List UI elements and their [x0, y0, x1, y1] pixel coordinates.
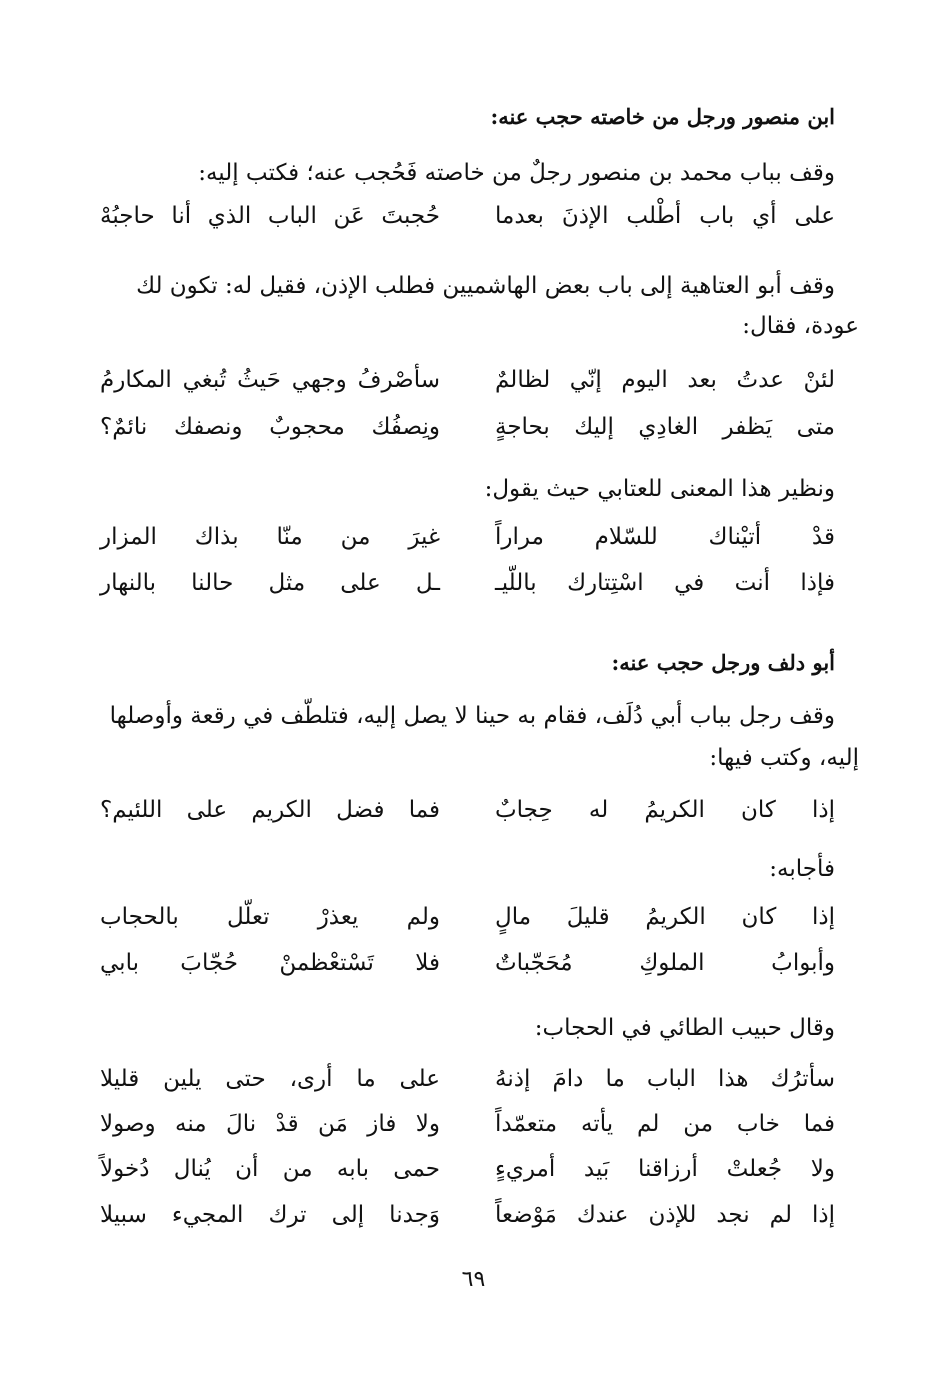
verse-second-hemistich: وَجدنا إلى ترك المجيء سبيلا [100, 1202, 440, 1228]
verse-second-hemistich: حُجبتَ عَن الباب الذي أنا حاجبُهْ [100, 203, 440, 229]
verse-first-hemistich: على أي باب أطْلب الإذنَ بعدما [495, 203, 835, 229]
verse-first-hemistich: فإذا أنت في اسْتِتارك باللّيـ [495, 570, 835, 596]
verse-first-hemistich: لئنْ عدتُ بعد اليوم إنّي لظالمٌ [495, 367, 835, 393]
verse-first-hemistich: قدْ أتيْناك للسّلام مراراً [495, 524, 835, 550]
verse-line [100, 195, 835, 237]
verse-second-hemistich: فلا تَسْتعْظمنْ حُجّابَ بابي [100, 950, 440, 976]
verse-line [100, 789, 835, 831]
prose-paragraph-line: إليه، وكتب فيها: [709, 745, 859, 771]
verse-first-hemistich: إذا كان الكريمُ له حِجابٌ [495, 797, 835, 823]
prose-paragraph: فأجابه: [769, 856, 835, 882]
verse-line [100, 942, 835, 984]
prose-paragraph: ونظير هذا المعنى للعتابي حيث يقول: [484, 476, 835, 502]
verse-first-hemistich: متى يَظفر الغادِي إليك بحاجةٍ [495, 414, 835, 440]
verse-first-hemistich: سأترُك هذا الباب ما دامَ إذنهُ [495, 1066, 835, 1092]
verse-second-hemistich: ـل على مثل حالنا بالنهار [100, 570, 440, 596]
prose-paragraph-line: وقف رجل بباب أبي دُلَف، فقام به حينا لا يصل إليه، فتلطّف في رقعة وأوصلها [109, 703, 835, 729]
section-heading-ibn-mansur: ابن منصور ورجل من خاصته حجب عنه: [490, 104, 835, 129]
verse-line [100, 1058, 835, 1100]
verse-first-hemistich: فما خاب من لم يأته متعمّداً [495, 1111, 835, 1137]
verse-line [100, 1194, 835, 1236]
verse-first-hemistich: إذا كان الكريمُ قليلَ مالٍ [495, 904, 835, 930]
verse-second-hemistich: ونِصفُك محجوبٌ ونصفك نائمٌ؟ [100, 414, 440, 440]
section-heading-abu-dulaf: أبو دلف ورجل حجب عنه: [611, 650, 835, 675]
verse-second-hemistich: حمى بابه من أن يُنال دُخولاً [100, 1156, 440, 1182]
verse-second-hemistich: ولا فاز مَن قدْ نالَ منه وصولا [100, 1111, 440, 1137]
verse-second-hemistich: سأصْرفُ وجهي حَيثُ تُبغي المكارمُ [100, 367, 440, 393]
verse-line [100, 896, 835, 938]
verse-second-hemistich: فما فضل الكريم على اللئيم؟ [100, 797, 440, 823]
verse-second-hemistich: غيرَ من منّا بذاك المزار [100, 524, 440, 550]
verse-line [100, 516, 835, 558]
verse-line [100, 1148, 835, 1190]
verse-first-hemistich: وأبوابُ الملوكِ مُحَجّباتٌ [495, 950, 835, 976]
verse-line [100, 406, 835, 448]
verse-second-hemistich: ولم يعذرْ تعلّل بالحجاب [100, 904, 440, 930]
prose-paragraph: وقال حبيب الطائي في الحجاب: [534, 1015, 835, 1041]
verse-line [100, 562, 835, 604]
page-number: ٦٩ [461, 1267, 486, 1292]
verse-first-hemistich: إذا لم نجد للإذن عندك مَوْضعاً [495, 1202, 835, 1228]
verse-second-hemistich: على ما أرى، حتى يلين قليلا [100, 1066, 440, 1092]
verse-first-hemistich: ولا جُعلتْ أرزاقنا بَيد أمريءٍ [495, 1156, 835, 1182]
prose-paragraph: وقف بباب محمد بن منصور رجلٌ من خاصته فَحُجب عنه؛ فكتب إليه: [198, 160, 835, 186]
verse-line [100, 1103, 835, 1145]
prose-paragraph-line: وقف أبو العتاهية إلى باب بعض الهاشميين فطلب الإذن، فقيل له: تكون لك [136, 273, 835, 299]
verse-line [100, 359, 835, 401]
prose-paragraph-line: عودة، فقال: [742, 313, 859, 339]
